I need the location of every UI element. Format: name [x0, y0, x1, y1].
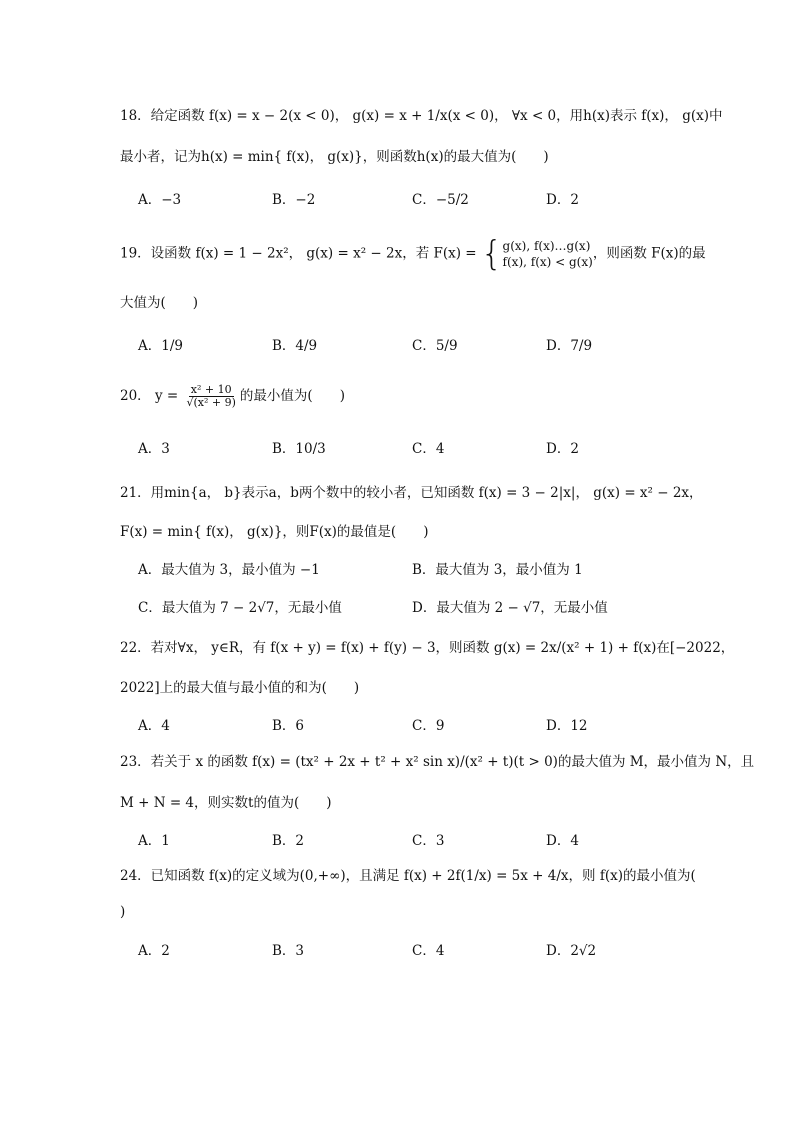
q22-option-d[interactable]: D．12: [546, 718, 588, 734]
q24-option-c[interactable]: C．4: [412, 943, 445, 959]
q20-suffix: 的最小值为( ): [239, 388, 345, 404]
q19-case2: f(x), f(x) < g(x): [502, 255, 593, 269]
q18-option-a[interactable]: A．−3: [138, 192, 182, 208]
q19-stem-b: ，则函数 F(x)的最: [592, 245, 706, 262]
q22-stem-line2: 2022]上的最大值与最小值的和为( ): [120, 680, 360, 696]
q22-option-a[interactable]: A．4: [138, 718, 170, 734]
q20-prefix: 20． y =: [120, 388, 183, 404]
q22-stem-line1: 22．若对∀x， y∈R，有 f(x + y) = f(x) + f(y) − 3，则函数 g(x) = 2x/(x² + 1) + f(x)在[−2022，: [120, 640, 735, 656]
q21-option-b[interactable]: B．最大值为 3，最小值为 1: [412, 562, 583, 578]
q19-option-b[interactable]: B．4/9: [272, 338, 318, 354]
q20-stem: [120, 384, 345, 409]
q21-option-a[interactable]: A．最大值为 3，最小值为 −1: [138, 562, 320, 578]
q21-option-d[interactable]: D．最大值为 2 − √7，无最小值: [412, 600, 608, 616]
q18-option-d[interactable]: D．2: [546, 192, 579, 208]
q23-stem-line2: M + N = 4，则实数t的值为( ): [120, 795, 332, 811]
q20-option-d[interactable]: D．2: [546, 441, 579, 457]
q23-option-d[interactable]: D．4: [546, 833, 579, 849]
q23-stem-line1: 23．若关于 x 的函数 f(x) = (tx² + 2x + t² + x² sin x)/(x² + t)(t > 0)的最大值为 M，最小值为 N，且: [120, 754, 755, 770]
q18-option-c[interactable]: C．−5/2: [412, 192, 469, 208]
q21-stem-line1: 21．用min{a， b}表示a，b两个数中的较小者，已知函数 f(x) = 3 − 2|x|， g(x) = x² − 2x，: [120, 485, 703, 501]
left-brace-icon: {: [480, 234, 503, 274]
q18-stem-line2: 最小者，记为h(x) = min{ f(x)， g(x)}，则函数h(x)的最大值为( ): [120, 149, 549, 165]
q22-option-b[interactable]: B．6: [272, 718, 305, 734]
q20-fraction: [185, 384, 238, 409]
q24-option-d[interactable]: D．2√2: [546, 943, 597, 959]
q19-option-d[interactable]: D．7/9: [546, 338, 593, 354]
q19-piecewise: [480, 234, 593, 274]
q24-stem-line1: 24．已知函数 f(x)的定义域为(0,+∞)，且满足 f(x) + 2f(1/x) = 5x + 4/x，则 f(x)的最小值为(: [120, 868, 696, 884]
q20-option-c[interactable]: C．4: [412, 441, 445, 457]
q19-stem-a: 19．设函数 f(x) = 1 − 2x²， g(x) = x² − 2x，若 F(x) =: [120, 245, 481, 262]
q21-option-c[interactable]: C．最大值为 7 − 2√7，无最小值: [138, 600, 342, 616]
q21-stem-line2: F(x) = min{ f(x)， g(x)}，则F(x)的最值是( ): [120, 524, 429, 540]
q18-option-b[interactable]: B．−2: [272, 192, 316, 208]
q23-option-c[interactable]: C．3: [412, 833, 445, 849]
q19-stem-line2: 大值为( ): [120, 295, 199, 311]
q22-option-c[interactable]: C．9: [412, 718, 445, 734]
q19-option-a[interactable]: A．1/9: [138, 338, 183, 354]
q23-option-b[interactable]: B．2: [272, 833, 305, 849]
q20-denominator: √(x² + 9): [186, 396, 236, 409]
q23-option-a[interactable]: A．1: [138, 833, 170, 849]
q19-option-c[interactable]: C．5/9: [412, 338, 458, 354]
q24-option-a[interactable]: A．2: [138, 943, 170, 959]
q20-option-b[interactable]: B．10/3: [272, 441, 326, 457]
q24-option-b[interactable]: B．3: [272, 943, 305, 959]
q19-case1: g(x), f(x)…g(x): [502, 239, 591, 253]
q20-option-a[interactable]: A．3: [138, 441, 170, 457]
q20-numerator: x² + 10: [190, 383, 232, 396]
q18-stem-line1: 18．给定函数 f(x) = x − 2(x < 0)， g(x) = x + 1/x(x < 0)， ∀x < 0，用h(x)表示 f(x)， g(x)中: [120, 108, 723, 124]
q24-stem-line2: ): [120, 904, 126, 920]
q19-stem-line1: [120, 234, 706, 274]
